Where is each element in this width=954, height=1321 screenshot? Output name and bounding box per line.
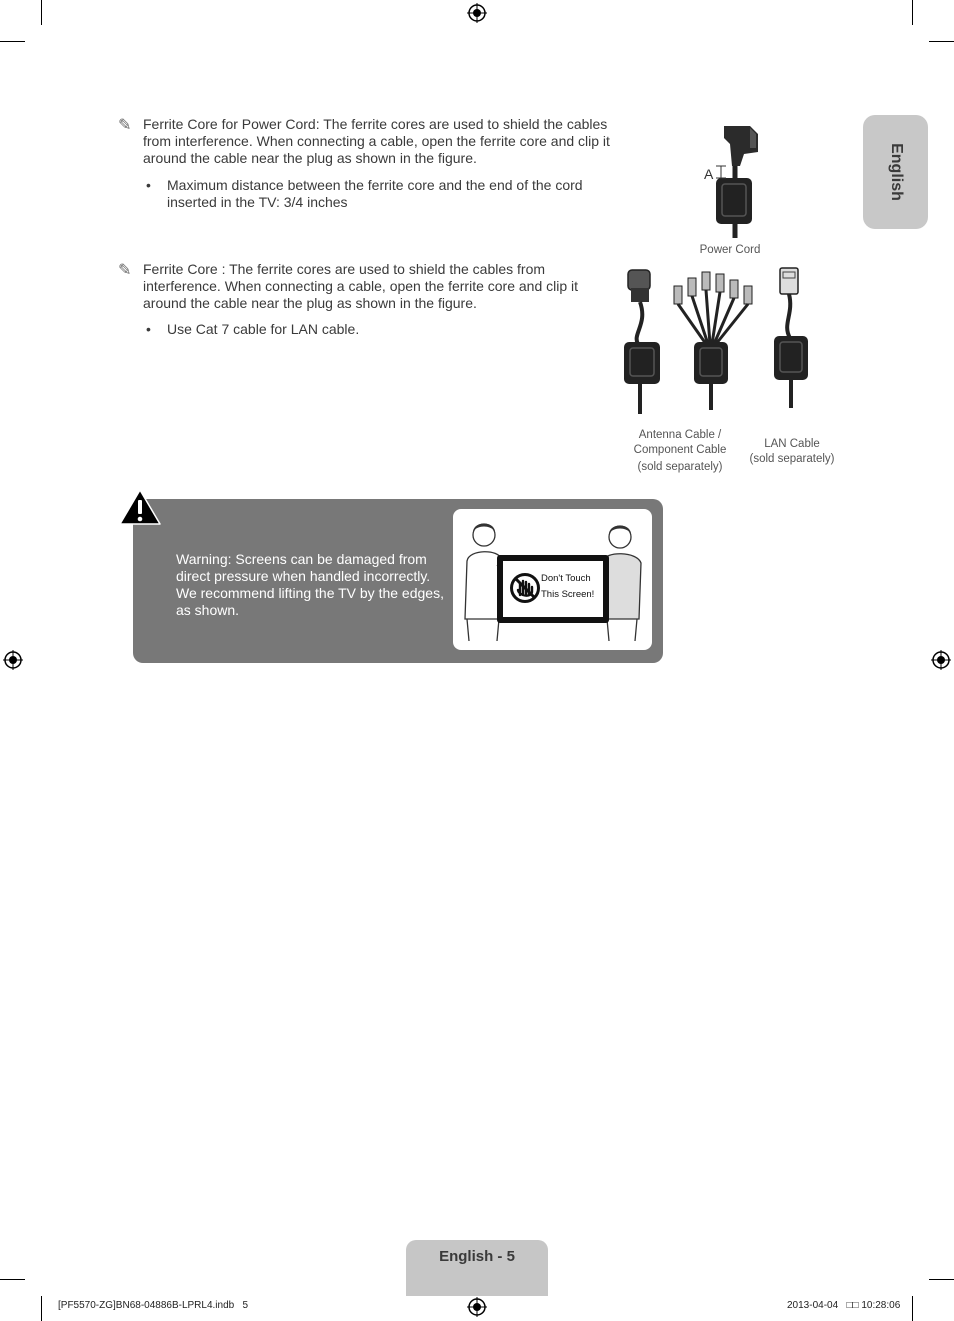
antenna-caption-line: Component Cable: [633, 444, 727, 456]
note-pencil-icon: ✎: [118, 117, 132, 134]
lan-caption-line: (sold separately): [749, 453, 835, 465]
registration-mark-icon: [3, 650, 23, 670]
sign-text-line2: This Screen!: [541, 589, 595, 600]
crop-mark: [0, 41, 25, 42]
warning-text: Warning: Screens can be damaged from direct pressure when handled incorrectly. We recommend lifting the TV by the edges, as shown.: [176, 551, 444, 618]
no-touch-hand-icon: [509, 572, 541, 604]
antenna-caption-line: (sold separately): [637, 461, 723, 473]
footer-timestamp: 2013-04-04 □□ 10:28:06: [787, 1300, 901, 1311]
power-cord-caption: Power Cord: [699, 244, 761, 256]
crop-mark: [41, 0, 42, 25]
sign-text-line1: Don't Touch: [541, 573, 591, 584]
cables-illustration: [618, 264, 818, 416]
crop-mark: [912, 1296, 913, 1321]
crop-mark: [929, 1279, 954, 1280]
footer-file-name: [PF5570-ZG]BN68-04886B-LPRL4.indb 5: [58, 1300, 249, 1311]
language-tab-label: English: [887, 143, 905, 201]
dimension-label: A: [704, 166, 714, 182]
crop-mark: [929, 41, 954, 42]
language-tab: [863, 115, 928, 229]
bullet-text: Maximum distance between the ferrite core and the end of the cord inserted in the TV: 3/4 inches: [167, 177, 583, 210]
crop-mark: [41, 1296, 42, 1321]
note-pencil-icon: ✎: [118, 262, 132, 279]
crop-mark: [0, 1279, 25, 1280]
note-text: Ferrite Core for Power Cord: The ferrite cores are used to shield the cables from interference. When connecting a cable, open the ferrite core and clip it around the cable near the plug as shown in the figure.: [143, 116, 610, 166]
bullet-dot: •: [146, 321, 151, 337]
note-text: Ferrite Core : The ferrite cores are used to shield the cables from interference. When connecting a cable, open the ferrite core and clip it around the cable near the plug as shown in the figure.: [143, 261, 579, 311]
warning-illustration: [453, 509, 652, 650]
crop-mark: [912, 0, 913, 25]
antenna-caption-line: Antenna Cable /: [638, 429, 722, 441]
bullet-text: Use Cat 7 cable for LAN cable.: [167, 321, 360, 337]
registration-mark-icon: [931, 650, 951, 670]
page-number-box: [406, 1240, 548, 1296]
page-number: English - 5: [439, 1248, 515, 1265]
warning-triangle-icon: [118, 488, 162, 526]
lan-caption-line: LAN Cable: [764, 438, 820, 450]
registration-mark-icon: [467, 3, 487, 23]
bullet-dot: •: [146, 177, 151, 193]
registration-mark-icon: [467, 1297, 487, 1317]
